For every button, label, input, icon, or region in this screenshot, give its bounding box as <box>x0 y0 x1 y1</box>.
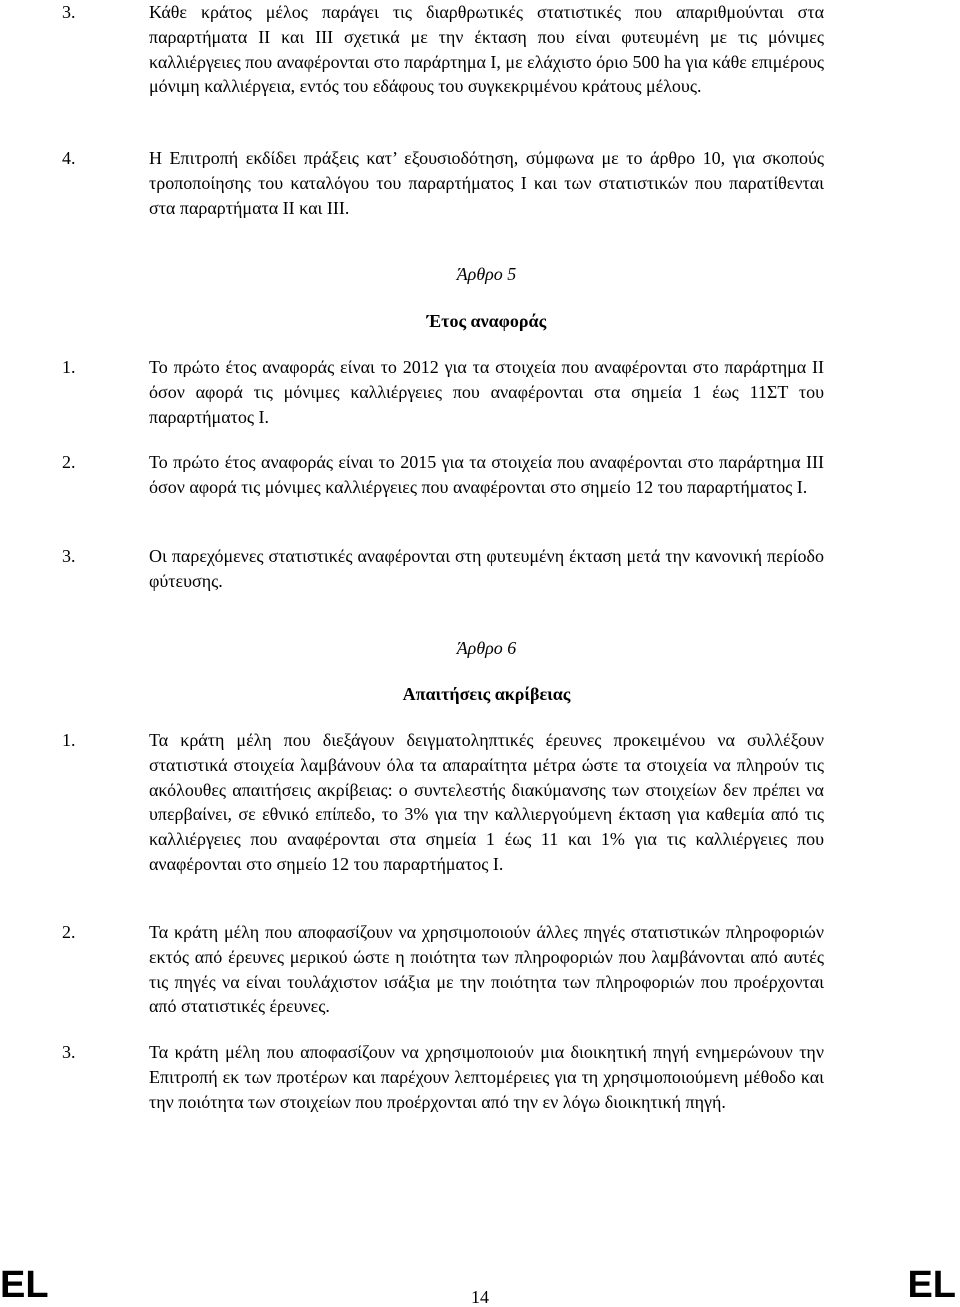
article-6-paragraph-3 <box>62 1040 824 1114</box>
footer-language-code-right: EL <box>907 1264 956 1306</box>
paragraph-text: Η Επιτροπή εκδίδει πράξεις κατ’ εξουσιοδότηση, σύμφωνα με το άρθρο 10, για σκοπούς τροποποίησης του καταλόγου του παραρτήματος Ι και των στατιστικών που παρατίθενται στα παραρτήματα ΙΙ και ΙΙΙ. <box>149 148 824 218</box>
paragraph-text: Το πρώτο έτος αναφοράς είναι το 2015 για τα στοιχεία που αναφέρονται στο παράρτημα ΙΙΙ όσον αφορά τις μόνιμες καλλιέργειες που αναφέρονται στο σημείο 12 του παραρτήματος Ι. <box>149 452 824 497</box>
paragraph-number: 3. <box>62 546 76 566</box>
paragraph-number: 1. <box>62 730 76 750</box>
page-number: 14 <box>471 1287 489 1307</box>
paragraph-number: 2. <box>62 922 76 942</box>
article-5-paragraph-1 <box>62 355 824 429</box>
paragraph-text: Τα κράτη μέλη που διεξάγουν δειγματοληπτικές έρευνες προκειμένου να συλλέξουν στατιστικά στοιχεία λαμβάνουν όλα τα απαραίτητα μέτρα ώστε τα στοιχεία να πληρούν τις ακόλουθες απαιτήσεις ακρίβειας: ο συντελεστής διακύμανσης των στοιχείων δεν πρέπει να υπερβαίνει, σε εθνικό επίπεδο, το 3% για την καλλιεργούμενη έκταση για καθεμία από τις καλλιέργειες που αναφέρονται στα σημεία 1 έως 11 και 1% για τις καλλιέργειες που αναφέρονται στο σημείο 12 του παραρτήματος Ι. <box>149 730 824 874</box>
paragraph-number: 3. <box>62 1042 76 1062</box>
article-6-title: Απαιτήσεις ακρίβειας <box>402 684 571 704</box>
article-6-paragraph-2 <box>62 920 824 1019</box>
footer-language-code-left: EL <box>0 1264 49 1306</box>
article-5-paragraph-2 <box>62 450 824 500</box>
paragraph-4 <box>62 146 824 220</box>
paragraph-number: 2. <box>62 452 76 472</box>
paragraph-number: 3. <box>62 2 76 22</box>
paragraph-number: 4. <box>62 148 76 168</box>
paragraph-3 <box>62 0 824 99</box>
article-6-paragraph-1 <box>62 728 824 877</box>
article-6-label: Άρθρο 6 <box>456 638 517 658</box>
paragraph-text: Το πρώτο έτος αναφοράς είναι το 2012 για τα στοιχεία που αναφέρονται στο παράρτημα ΙΙ όσον αφορά τις μόνιμες καλλιέργειες που αναφέρονται στα σημεία 1 έως 11ΣΤ του παραρτήματος Ι. <box>149 357 824 427</box>
article-5-title: Έτος αναφοράς <box>426 311 547 331</box>
paragraph-text: Τα κράτη μέλη που αποφασίζουν να χρησιμοποιούν άλλες πηγές στατιστικών πληροφοριών εκτός από έρευνες μερικού ώστε η ποιότητα των πληροφοριών που λαμβάνονται από αυτές τις πηγές να είναι τουλάχιστον ισάξια με την ποιότητα των πληροφοριών που προέρχονται από στατιστικές έρευνες. <box>149 922 824 1017</box>
paragraph-number: 1. <box>62 357 76 377</box>
article-5-paragraph-3 <box>62 544 824 594</box>
article-5-label: Άρθρο 5 <box>456 264 517 284</box>
paragraph-text: Κάθε κράτος μέλος παράγει τις διαρθρωτικές στατιστικές που απαριθμούνται στα παραρτήματα ΙΙ και ΙΙΙ σχετικά με την έκταση που είναι φυτευμένη με τις μόνιμες καλλιέργειες που αναφέρονται στο παράρτημα Ι, με ελάχιστο όριο 500 ha για κάθε επιμέρους μόνιμη καλλιέργεια, εντός του εδάφους του συγκεκριμένου κράτους μέλους. <box>149 2 824 97</box>
paragraph-text: Οι παρεχόμενες στατιστικές αναφέρονται στη φυτευμένη έκταση μετά την κανονική περίοδο φύτευσης. <box>149 546 824 591</box>
paragraph-text: Τα κράτη μέλη που αποφασίζουν να χρησιμοποιούν μια διοικητική πηγή ενημερώνουν την Επιτροπή εκ των προτέρων και παρέχουν λεπτομέρειες για τη χρησιμοποιούμενη μέθοδο και την ποιότητα των στοιχείων που προέρχονται από την εν λόγω διοικητική πηγή. <box>149 1042 824 1112</box>
